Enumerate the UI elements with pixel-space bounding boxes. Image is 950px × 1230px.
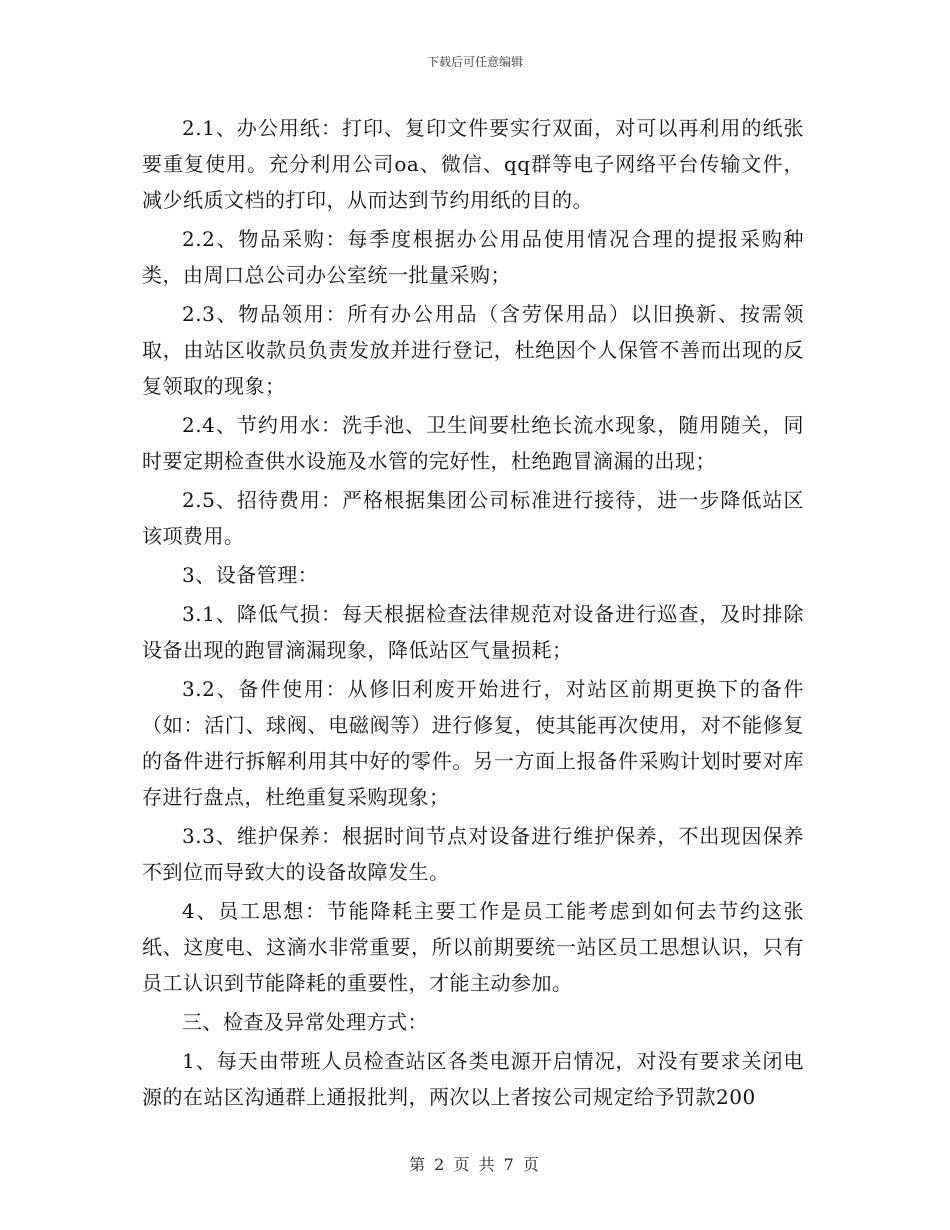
paragraph-4: 4、员工思想：节能降耗主要工作是员工能考虑到如何去节约这张纸、这度电、这滴水非常重要，所以前期要统一站区员工思想认识，只有员工认识到节能降耗的重要性，才能主动参加。 [142, 899, 804, 995]
paragraph-2-5: 2.5、招待费用：严格根据集团公司标准进行接待，进一步降低站区该项费用。 [142, 488, 804, 548]
paragraph-3-1: 3.1、降低气损：每天根据检查法律规范对设备进行巡查，及时排除设备出现的跑冒滴漏现象，降低站区气量损耗； [142, 602, 804, 662]
page-footer: 第 2 页 共 7 页 [409, 1155, 541, 1174]
page-header: 下载后可任意编辑 [426, 55, 523, 69]
paragraph-inspection-1: 1、每天由带班人员检查站区各类电源开启情况，对没有要求关闭电源的在站区沟通群上通报批判，两次以上者按公司规定给予罚款200 [142, 1049, 804, 1109]
paragraph-2-4: 2.4、节约用水：洗手池、卫生间要杜绝长流水现象，随用随关，同时要定期检查供水设施及水管的完好性，杜绝跑冒滴漏的出现； [142, 413, 804, 473]
section-heading-3-inspection: 三、检查及异常处理方式： [182, 1010, 428, 1034]
paragraph-2-1: 2.1、办公用纸：打印、复印文件要实行双面，对可以再利用的纸张要重复使用。充分利用公司oa、微信、qq群等电子网络平台传输文件，减少纸质文档的打印，从而达到节约用纸的目的。 [142, 116, 804, 212]
paragraph-3-2: 3.2、备件使用：从修旧利废开始进行，对站区前期更换下的备件（如：活门、球阀、电磁阀等）进行修复，使其能再次使用，对不能修复的备件进行拆解利用其中好的零件。另一方面上报备件采购计划时要对库存进行盘点，杜绝重复采购现象； [142, 677, 804, 809]
paragraph-2-3: 2.3、物品领用：所有办公用品（含劳保用品）以旧换新、按需领取，由站区收款员负责发放并进行登记，杜绝因个人保管不善而出现的反复领取的现象； [142, 302, 804, 398]
section-heading-3: 3、设备管理： [182, 563, 319, 587]
document-body [142, 110, 804, 1118]
paragraph-3-3: 3.3、维护保养：根据时间节点对设备进行维护保养，不出现因保养不到位而导致大的设备故障发生。 [142, 824, 804, 884]
paragraph-2-2: 2.2、物品采购：每季度根据办公用品使用情况合理的提报采购种类，由周口总公司办公室统一批量采购； [142, 227, 804, 287]
